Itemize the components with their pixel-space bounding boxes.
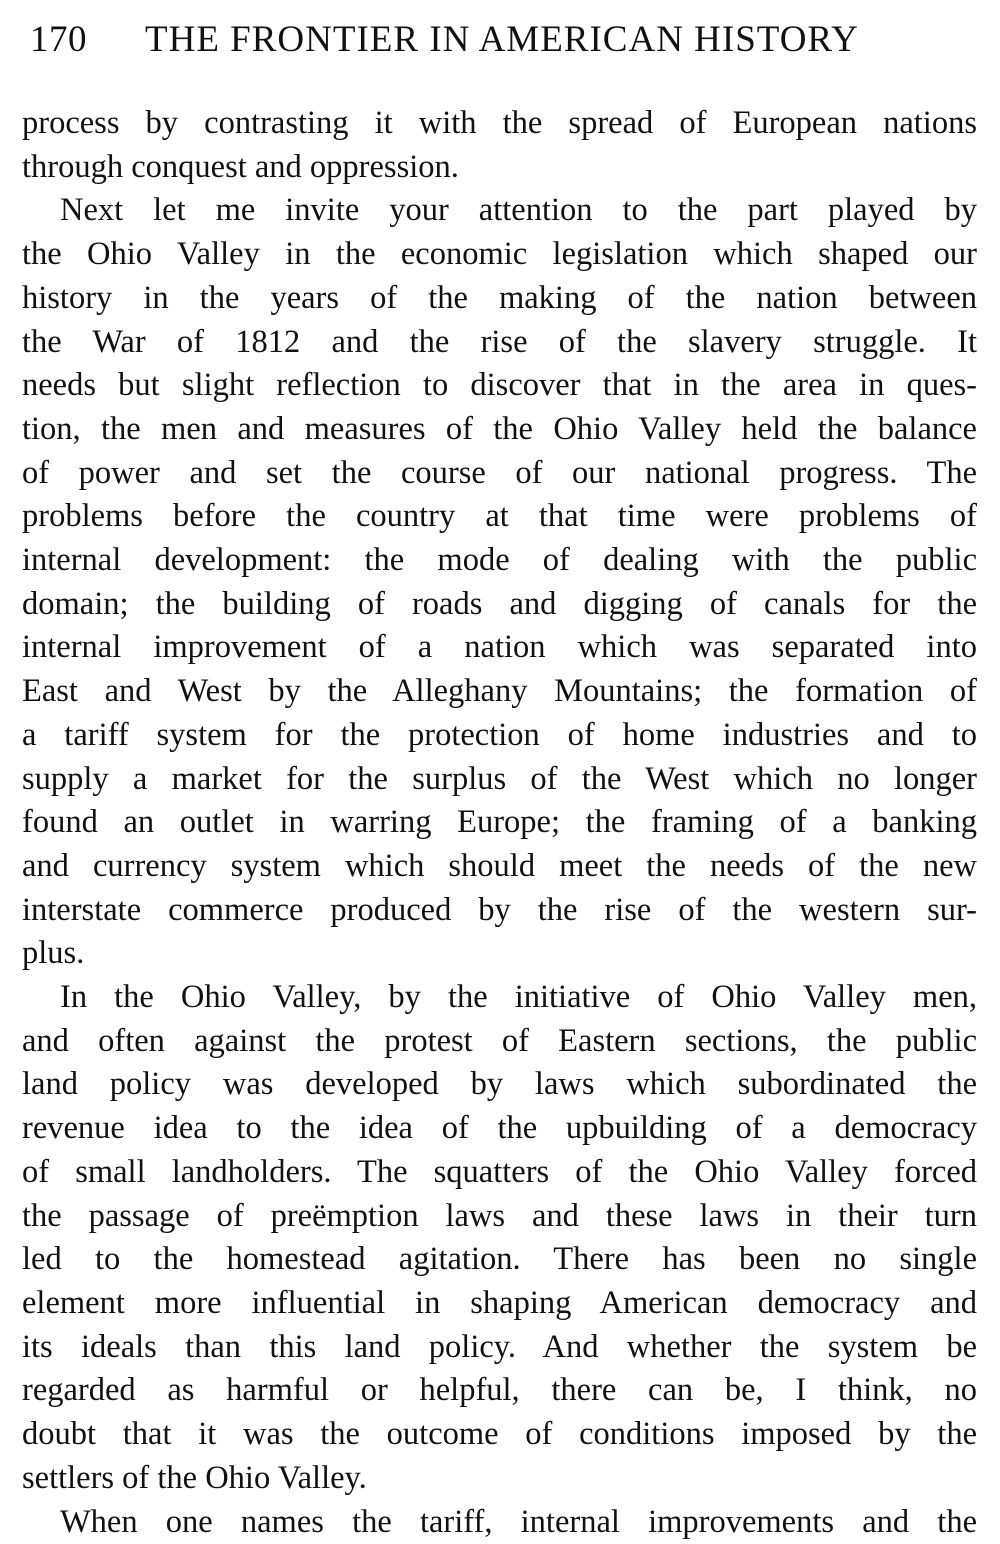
text-line: through conquest and oppression. [22, 146, 977, 190]
text-line: its ideals than this land policy. And whether the system be [22, 1326, 977, 1370]
running-title: THE FRONTIER IN AMERICAN HISTORY [145, 10, 859, 70]
text-line: led to the homestead agitation. There has been no single [22, 1238, 977, 1282]
text-line: needs but slight reflection to discover that in the area in ques- [22, 364, 977, 408]
text-line: internal improvement of a nation which was separated into [22, 626, 977, 670]
text-line: element more influential in shaping American democracy and [22, 1282, 977, 1326]
text-line: and currency system which should meet the needs of the new [22, 845, 977, 889]
text-line: Next let me invite your attention to the part played by [22, 189, 977, 233]
text-line: the War of 1812 and the rise of the slavery struggle. It [22, 321, 977, 365]
paragraph [22, 1501, 977, 1544]
text-line: history in the years of the making of the nation between [22, 277, 977, 321]
text-line: settlers of the Ohio Valley. [22, 1457, 977, 1501]
text-line: domain; the building of roads and digging of canals for the [22, 583, 977, 627]
text-line: plus. [22, 932, 977, 976]
body-text [22, 102, 977, 1544]
text-line: internal development: the mode of dealing with the public [22, 539, 977, 583]
paragraph [22, 102, 977, 189]
text-line: process by contrasting it with the spread of European nations [22, 102, 977, 146]
text-line: found an outlet in warring Europe; the framing of a banking [22, 801, 977, 845]
text-line: regarded as harmful or helpful, there can be, I think, no [22, 1369, 977, 1413]
text-line: interstate commerce produced by the rise of the western sur- [22, 889, 977, 933]
text-line: When one names the tariff, internal improvements and the [22, 1501, 977, 1544]
text-line: problems before the country at that time were problems of [22, 495, 977, 539]
text-line: and often against the protest of Eastern sections, the public [22, 1020, 977, 1064]
text-line: East and West by the Alleghany Mountains; the formation of [22, 670, 977, 714]
text-line: supply a market for the surplus of the West which no longer [22, 758, 977, 802]
text-line: a tariff system for the protection of home industries and to [22, 714, 977, 758]
running-head [22, 10, 977, 70]
text-line: land policy was developed by laws which subordinated the [22, 1063, 977, 1107]
text-line: of small landholders. The squatters of the Ohio Valley forced [22, 1151, 977, 1195]
paragraph [22, 189, 977, 976]
text-line: the Ohio Valley in the economic legislation which shaped our [22, 233, 977, 277]
text-line: revenue idea to the idea of the upbuilding of a democracy [22, 1107, 977, 1151]
text-line: of power and set the course of our national progress. The [22, 452, 977, 496]
text-line: doubt that it was the outcome of conditions imposed by the [22, 1413, 977, 1457]
book-page [22, 10, 977, 1530]
page-number: 170 [30, 10, 145, 70]
text-line: In the Ohio Valley, by the initiative of Ohio Valley men, [22, 976, 977, 1020]
text-line: tion, the men and measures of the Ohio Valley held the balance [22, 408, 977, 452]
text-line: the passage of preëmption laws and these laws in their turn [22, 1195, 977, 1239]
paragraph [22, 976, 977, 1500]
